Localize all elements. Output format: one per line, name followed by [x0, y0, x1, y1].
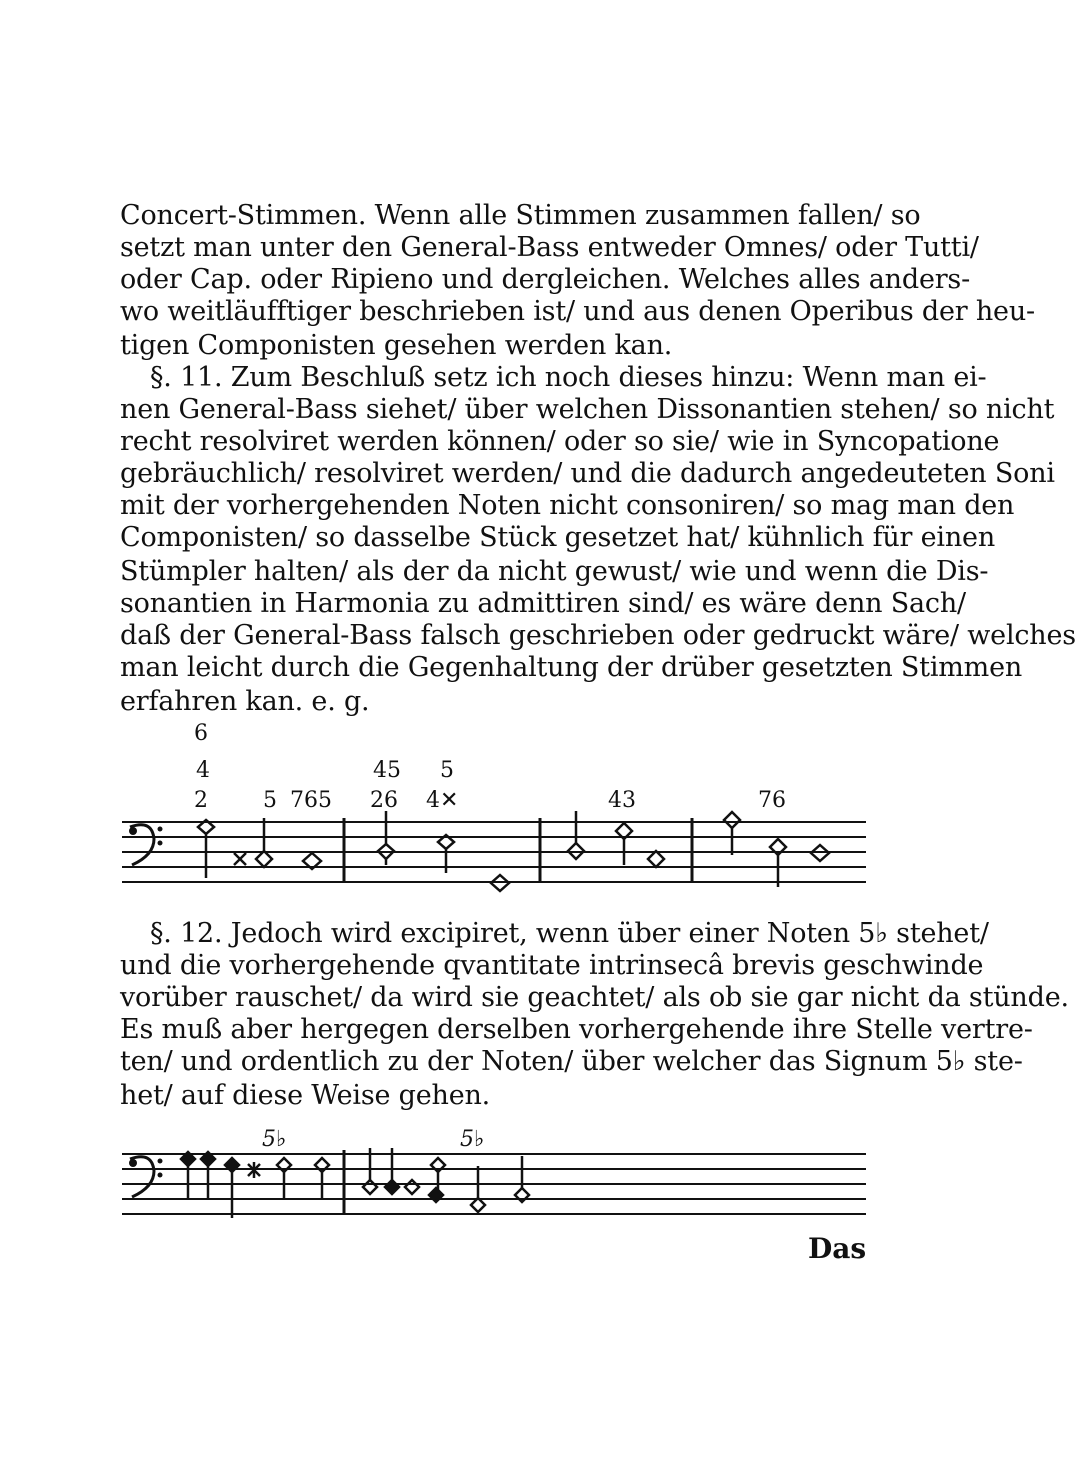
text-line: Es muß aber hergegen derselben vorhergehende ihre Stelle vertre-	[120, 1014, 1033, 1045]
semibreve-note	[471, 1166, 485, 1212]
text-line: erfahren kan. e. g.	[120, 686, 370, 717]
figure-numeral: 76	[758, 788, 786, 813]
figure-numeral: 6	[194, 721, 208, 746]
text-line: man leicht durch die Gegenhaltung der drüber gesetzten Stimmen	[120, 652, 1023, 683]
semibreve-note	[724, 812, 740, 855]
semibreve-note	[648, 851, 664, 867]
figure-numeral: 5	[263, 788, 277, 813]
bass-clef-icon	[129, 825, 163, 865]
text-line: mit der vorhergehenden Noten nicht consoniren/ so mag man den	[120, 490, 1015, 521]
text-line: het/ auf diese Weise gehen.	[120, 1080, 491, 1111]
semibreve-note	[256, 818, 272, 867]
figured-bass-numerals	[262, 1127, 484, 1152]
figure-numeral: 2	[194, 788, 208, 813]
text-line: und die vorhergehende qvantitate intrinsecâ brevis geschwinde	[120, 950, 984, 981]
figure-numeral: 5♭	[262, 1127, 287, 1152]
semibreve-note	[277, 1158, 291, 1198]
barlines	[344, 818, 692, 883]
text-line: Stümpler halten/ als der da nicht gewust/ wie und wenn die Dis-	[120, 556, 989, 587]
figure-numeral: 5	[440, 758, 454, 783]
figure-numeral: 4	[196, 758, 210, 783]
figure-numeral: 765	[290, 788, 332, 813]
text-line: gebräuchlich/ resolviret werden/ und die dadurch angedeuteten Soni	[120, 458, 1055, 489]
minim-note	[225, 1158, 239, 1218]
figure-numeral: 45	[373, 758, 401, 783]
semibreve-note	[515, 1156, 529, 1202]
text-line: oder Cap. oder Ripieno und dergleichen. Welches alles anders-	[120, 264, 971, 295]
text-line: ten/ und ordentlich zu der Noten/ über welcher das Signum 5♭ ste-	[120, 1046, 1023, 1077]
accidental-icon	[234, 853, 246, 865]
figure-numeral: 43	[608, 788, 636, 813]
text-line: §. 12. Jedoch wird excipiret, wenn über einer Noten 5♭ stehet/	[150, 918, 989, 949]
text-line: daß der General-Bass falsch geschrieben oder gedruckt wäre/ welches	[120, 620, 1076, 651]
semibreve-note	[198, 820, 214, 878]
semibreve-note	[405, 1180, 419, 1194]
text-line: nen General-Bass siehet/ über welchen Dissonantien stehen/ so nicht	[120, 394, 1055, 425]
catchword: Das	[808, 1232, 867, 1265]
text-line: wo weitläufftiger beschrieben ist/ und aus denen Operibus der heu-	[120, 296, 1035, 327]
text-line: vorüber rauschet/ da wird sie geachtet/ als ob sie gar nicht da stünde.	[120, 982, 1069, 1013]
text-line: Concert-Stimmen. Wenn alle Stimmen zusammen fallen/ so	[120, 200, 921, 231]
figure-numeral: 26	[370, 788, 398, 813]
semibreve-note	[770, 839, 786, 887]
music-example-1	[0, 715, 1000, 900]
text-line: setzt man unter den General-Bass entweder Omnes/ oder Tutti/	[120, 232, 979, 263]
figure-numeral: 4✕	[426, 788, 459, 813]
text-line: sonantien in Harmonia zu admittiren sind/ es wäre denn Sach/	[120, 588, 966, 619]
minim-note	[181, 1152, 195, 1200]
bass-clef-icon	[129, 1157, 163, 1197]
text-line: recht resolviret werden können/ oder so sie/ wie in Syncopatione	[120, 426, 1000, 457]
staff-lines	[122, 822, 866, 882]
text-line: tigen Componisten gesehen werden kan.	[120, 330, 673, 361]
text-line: §. 11. Zum Beschluß setz ich noch dieses hinzu: Wenn man ei-	[150, 362, 987, 393]
semibreve-note	[616, 823, 632, 865]
figured-bass-numerals	[194, 721, 786, 813]
music-example-2	[0, 1118, 1000, 1233]
text-line: Componisten/ so dasselbe Stück gesetzet hat/ kühnlich für einen	[120, 522, 996, 553]
semibreve-note	[315, 1158, 329, 1198]
minim-note	[201, 1152, 215, 1200]
figure-numeral: 5♭	[460, 1127, 485, 1152]
